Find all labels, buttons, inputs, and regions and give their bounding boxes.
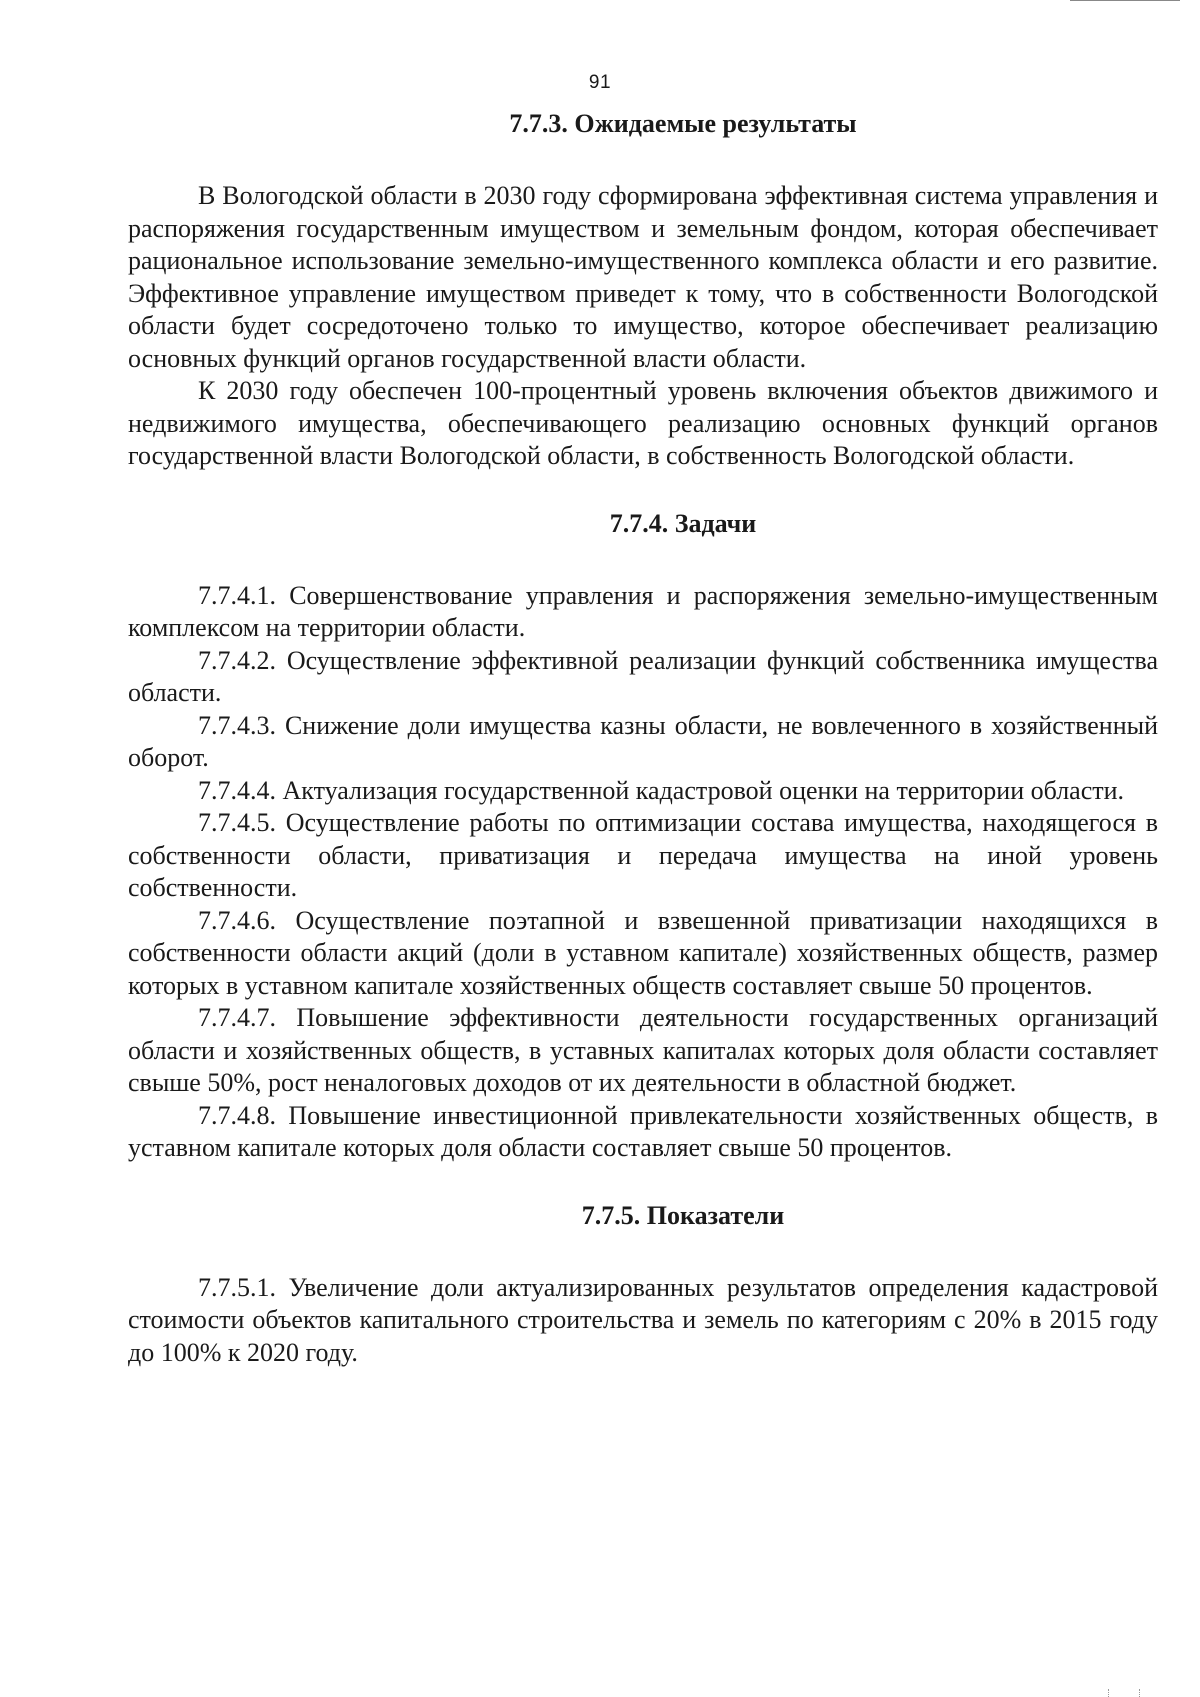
task-item: 7.7.4.1. Совершенствование управления и распоряжения земельно-имущественным комплексом на территории области.: [128, 580, 1158, 642]
section-title-tasks: 7.7.4. Задачи: [609, 508, 757, 538]
indicator-item: 7.7.5.1. Увеличение доли актуализированных результатов определения кадастровой стоимости объектов капитального строительства и земель по категориям с 20% в 2015 году до 100% к 2020 году.: [128, 1272, 1158, 1367]
section-title-indicators: 7.7.5. Показатели: [581, 1200, 785, 1230]
task-item: 7.7.4.4. Актуализация государственной кадастровой оценки на территории области.: [198, 775, 1125, 805]
task-item: 7.7.4.7. Повышение эффективности деятельности государственных организаций области и хозяйственных обществ, в уставных капиталах которых доля области составляет свыше 50%, рост неналоговых доходов от их деятельности в областной бюджет.: [128, 1003, 1158, 1097]
scan-edge-mark: [1108, 1689, 1140, 1697]
paragraph: К 2030 году обеспечен 100-процентный уровень включения объектов движимого и недвижимого имущества, обеспечивающего реализацию основных функций органов государственной власти Вологодской области, в собственность Вологодской области.: [128, 376, 1158, 470]
task-item: 7.7.4.5. Осуществление работы по оптимизации состава имущества, находящегося в собственности области, приватизация и передача имущества на иной уровень собственности.: [128, 808, 1158, 902]
section-title-expected-results: 7.7.3. Ожидаемые результаты: [509, 109, 857, 138]
page-number: 91: [588, 72, 612, 93]
task-item: 7.7.4.8. Повышение инвестиционной привлекательности хозяйственных обществ, в уставном капитале которых доля области составляет свыше 50 процентов.: [128, 1100, 1158, 1162]
task-item: 7.7.4.3. Снижение доли имущества казны области, не вовлеченного в хозяйственный оборот.: [128, 710, 1158, 772]
paragraph: В Вологодской области в 2030 году сформирована эффективная система управления и распоряжения государственным имуществом и земельным фондом, которая обеспечивает рациональное использование земельно-имущественного комплекса области и его развитие. Эффективное управление имуществом приведет к тому, что в собственности Вологодской области будет сосредоточено только то имущество, которое обеспечивает реализацию основных функций органов государственной власти области.: [128, 181, 1158, 373]
task-item: 7.7.4.2. Осуществление эффективной реализации функций собственника имущества области.: [128, 645, 1158, 707]
scan-edge-mark: [1070, 0, 1180, 7]
task-item: 7.7.4.6. Осуществление поэтапной и взвешенной приватизации находящихся в собственности области акций (доли в уставном капитале) хозяйственных обществ, размер которых в уставном капитале хозяйственных обществ составляет свыше 50 процентов.: [128, 905, 1158, 1000]
document-body: [128, 108, 1158, 1369]
